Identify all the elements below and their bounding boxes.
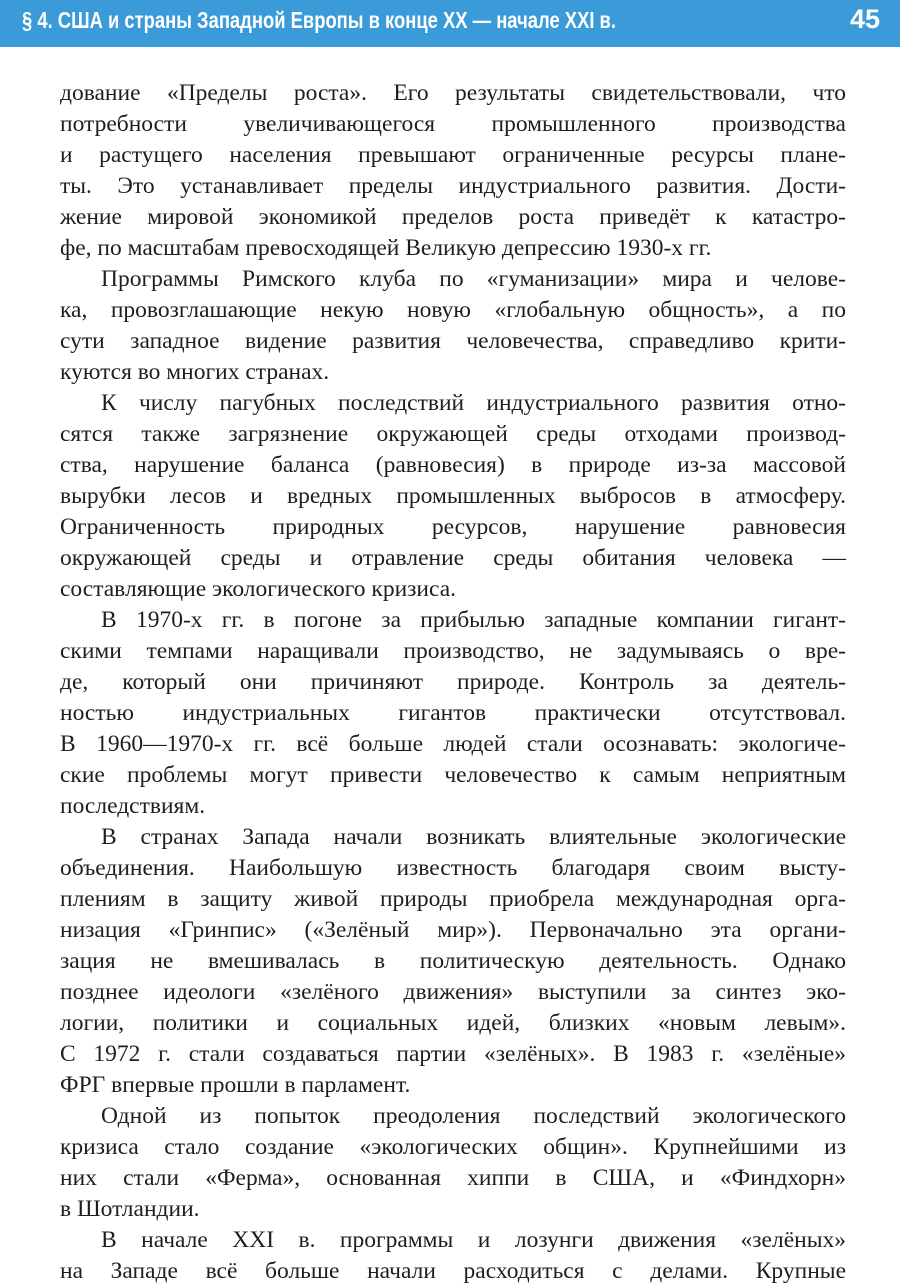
text-line: скими темпами наращивали производство, не задумываясь о вре- xyxy=(60,638,846,664)
text-line: ФРГ впервые прошли в парламент. xyxy=(60,1072,411,1098)
chapter-title: § 4. США и страны Западной Европы в конце XX — начале XXI в. xyxy=(22,7,616,33)
page-number: 45 xyxy=(849,4,880,34)
text-line: К числу пагубных последствий индустриального развития отно- xyxy=(101,390,846,416)
text-line: В странах Запада начали возникать влиятельные экологические xyxy=(101,824,846,850)
text-line: В начале XXI в. программы и лозунги движения «зелёных» xyxy=(101,1227,846,1253)
text-line: позднее идеологи «зелёного движения» выступили за синтез эко- xyxy=(60,979,846,1005)
text-line: плениям в защиту живой природы приобрела международная орга- xyxy=(60,886,846,912)
text-line: Ограниченность природных ресурсов, нарушение равновесия xyxy=(60,514,846,540)
text-line: де, который они причиняют природе. Контроль за деятель- xyxy=(60,669,846,695)
text-line: дование «Пределы роста». Его результаты свидетельствовали, что xyxy=(60,80,846,106)
text-line: В 1970-х гг. в погоне за прибылью западные компании гигант- xyxy=(101,607,846,633)
text-line: ские проблемы могут привести человечество к самым неприятным xyxy=(60,762,846,788)
text-line: объединения. Наибольшую известность благодаря своим высту- xyxy=(60,855,846,881)
text-line: Программы Римского клуба по «гуманизации» мира и челове- xyxy=(101,266,846,292)
text-line: вырубки лесов и вредных промышленных выбросов в атмосферу. xyxy=(60,483,846,509)
text-line: составляющие экологического кризиса. xyxy=(60,576,457,602)
text-line: Одной из попыток преодоления последствий экологического xyxy=(101,1103,846,1129)
text-line: последствиям. xyxy=(60,793,206,819)
text-line: С 1972 г. стали создаваться партии «зелёных». В 1983 г. «зелёные» xyxy=(60,1041,846,1067)
text-line: ностью индустриальных гигантов практически отсутствовал. xyxy=(60,700,846,726)
text-line: на Западе всё больше начали расходиться с делами. Крупные xyxy=(60,1258,846,1284)
text-line: В 1960—1970-х гг. всё больше людей стали осознавать: экологиче- xyxy=(60,731,846,757)
text-line: ства, нарушение баланса (равновесия) в природе из-за массовой xyxy=(60,452,846,478)
text-line: ка, провозглашающие некую новую «глобальную общность», а по xyxy=(60,297,846,323)
text-line: кризиса стало создание «экологических общин». Крупнейшими из xyxy=(60,1134,846,1160)
text-line: сути западное видение развития человечества, справедливо крити- xyxy=(60,328,846,354)
text-line: фе, по масштабам превосходящей Великую депрессию 1930-х гг. xyxy=(60,235,712,261)
text-line: ты. Это устанавливает пределы индустриального развития. Дости- xyxy=(60,173,846,199)
text-line: них стали «Ферма», основанная хиппи в США, и «Финдхорн» xyxy=(60,1165,846,1191)
text-line: окружающей среды и отравление среды обитания человека — xyxy=(60,545,846,571)
text-line: сятся также загрязнение окружающей среды отходами производ- xyxy=(60,421,846,447)
text-line: зация не вмешивалась в политическую деятельность. Однако xyxy=(60,948,846,974)
text-line: в Шотландии. xyxy=(60,1196,200,1222)
text-line: логии, политики и социальных идей, близких «новым левым». xyxy=(60,1010,846,1036)
text-line: жение мировой экономикой пределов роста приведёт к катастро- xyxy=(60,204,846,230)
text-line: потребности увеличивающегося промышленного производства xyxy=(60,111,846,137)
text-line: и растущего населения превышают ограниченные ресурсы плане- xyxy=(60,142,846,168)
text-line: куются во многих странах. xyxy=(60,359,330,385)
text-line: низация «Гринпис» («Зелёный мир»). Первоначально эта органи- xyxy=(60,917,846,943)
